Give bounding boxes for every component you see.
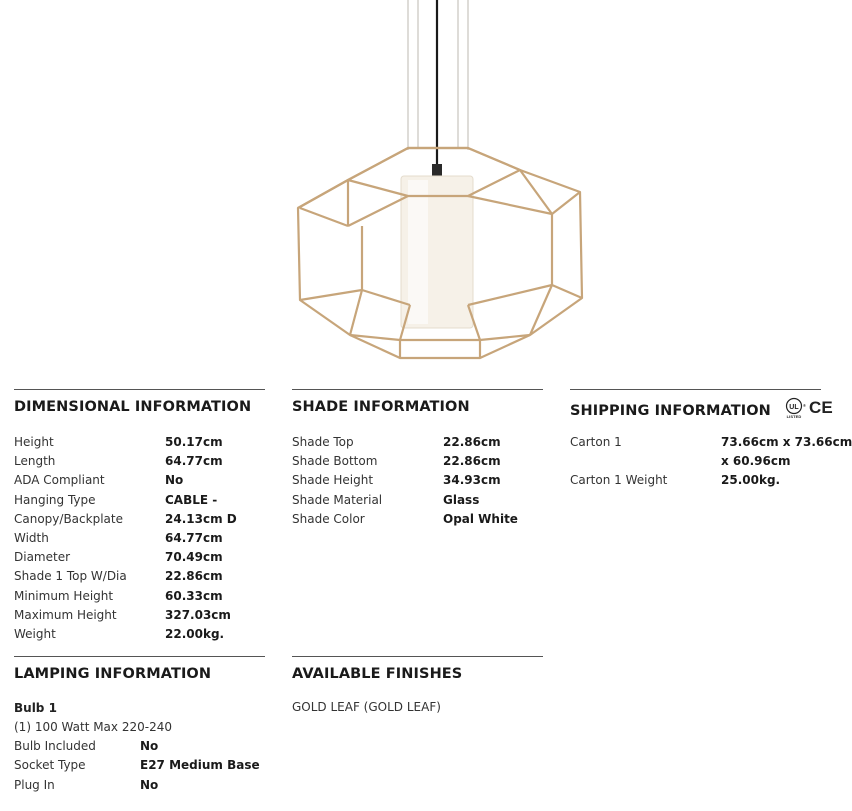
- spec-label: Height: [14, 435, 54, 449]
- spec-value: E27 Medium Base: [140, 758, 260, 773]
- ce-mark-icon: [809, 398, 833, 417]
- spec-row: [14, 776, 265, 795]
- spec-label: Shade Bottom: [292, 454, 378, 469]
- shipping-title: SHIPPING INFORMATION: [570, 403, 771, 419]
- section-divider: [292, 389, 543, 390]
- spec-label: Shade Top: [292, 435, 354, 449]
- spec-value: 24.13cm D: [165, 511, 237, 526]
- shade-spec-list: [292, 433, 543, 529]
- pendant-lamp-image: [290, 0, 590, 370]
- dimensional-spec-list: [14, 433, 265, 644]
- spec-row: [292, 491, 543, 510]
- spec-value: CABLE -: [165, 492, 218, 507]
- spec-value: Glass: [443, 492, 480, 507]
- svg-text:CE: CE: [809, 398, 833, 417]
- section-divider: [14, 389, 265, 390]
- spec-row: [570, 471, 825, 490]
- spec-row: [570, 433, 852, 452]
- spec-value: Opal White: [443, 511, 518, 526]
- lamping-title: LAMPING INFORMATION: [14, 666, 212, 682]
- spec-value: 34.93cm: [443, 473, 501, 488]
- ul-listed-ce-icons: [784, 397, 840, 419]
- certification-icons: [784, 397, 840, 425]
- spec-label: Canopy/Backplate: [14, 511, 123, 526]
- spec-row: [14, 587, 265, 606]
- spec-value: No: [140, 739, 159, 754]
- dimensional-section: [14, 389, 265, 644]
- spec-value: 73.66cm x 73.66cm: [721, 435, 852, 449]
- spec-label: Minimum Height: [14, 588, 114, 603]
- spec-label: Diameter: [14, 550, 71, 565]
- spec-row: [14, 452, 265, 471]
- spec-row: [14, 510, 265, 529]
- spec-label: Width: [14, 530, 49, 545]
- svg-text:UL: UL: [789, 404, 799, 411]
- spec-label: ADA Compliant: [14, 473, 105, 488]
- spec-label: Shade Color: [292, 511, 365, 526]
- section-divider: [14, 656, 265, 657]
- shipping-spec-list: [570, 433, 852, 491]
- spec-label: Hanging Type: [14, 492, 96, 507]
- spec-label: Socket Type: [14, 758, 86, 773]
- spec-row: [14, 567, 265, 586]
- spec-value: 327.03cm: [165, 607, 231, 622]
- lamping-section: [14, 656, 265, 795]
- bulb-description: (1) 100 Watt Max 220-240: [14, 720, 172, 734]
- spec-row: [292, 471, 543, 490]
- svg-text:LISTED: LISTED: [786, 414, 802, 419]
- finishes-title: AVAILABLE FINISHES: [292, 666, 463, 682]
- spec-row-continuation: [570, 452, 825, 471]
- spec-label: Shade Material: [292, 492, 383, 507]
- lamping-spec-list: [14, 737, 265, 795]
- spec-value: 22.86cm: [165, 569, 223, 584]
- spec-row: [14, 756, 265, 775]
- spec-row: [14, 625, 265, 644]
- svg-text:®: ®: [803, 403, 807, 408]
- spec-label: Length: [14, 454, 56, 469]
- spec-value: No: [165, 473, 184, 488]
- dimensional-title: DIMENSIONAL INFORMATION: [14, 399, 252, 415]
- spec-row: [292, 452, 543, 471]
- spec-row: [14, 491, 265, 510]
- spec-label: Carton 1 Weight: [570, 473, 668, 488]
- spec-row: [14, 737, 265, 756]
- spec-value: 70.49cm: [165, 550, 223, 565]
- finishes-section: [292, 656, 543, 717]
- spec-label: Bulb Included: [14, 739, 96, 754]
- spec-label: Plug In: [14, 777, 55, 792]
- spec-value: 25.00kg.: [721, 473, 781, 488]
- ul-listed-icon: [787, 399, 807, 420]
- spec-row: [14, 433, 265, 452]
- spec-row: [14, 471, 265, 490]
- shipping-title-row: [570, 397, 833, 419]
- bulb-title: Bulb 1: [14, 701, 57, 715]
- spec-value: 22.86cm: [443, 454, 501, 469]
- spec-value: 60.33cm: [165, 588, 223, 603]
- spec-label: Carton 1: [570, 435, 622, 449]
- spec-label: Shade Height: [292, 473, 374, 488]
- finish-item: GOLD LEAF (GOLD LEAF): [292, 700, 441, 714]
- section-divider: [292, 656, 543, 657]
- spec-value: 50.17cm: [165, 435, 223, 449]
- shipping-section: [570, 389, 852, 491]
- spec-value: x 60.96cm: [721, 454, 791, 469]
- section-divider: [570, 389, 821, 390]
- spec-value: 64.77cm: [165, 530, 223, 545]
- shade-section: [292, 389, 543, 529]
- shade-title: SHADE INFORMATION: [292, 399, 470, 415]
- spec-label: Weight: [14, 626, 56, 641]
- spec-row: [14, 606, 265, 625]
- spec-label: Shade 1 Top W/Dia: [14, 569, 127, 584]
- spec-row: [292, 510, 543, 529]
- spec-row: [14, 529, 265, 548]
- finishes-list: [292, 698, 543, 717]
- spec-value: 22.00kg.: [165, 626, 225, 641]
- spec-value: 22.86cm: [443, 435, 501, 449]
- spec-value: No: [140, 777, 159, 792]
- spec-row: [292, 433, 543, 452]
- spec-label: Maximum Height: [14, 607, 117, 622]
- product-image: [290, 0, 590, 370]
- spec-value: 64.77cm: [165, 454, 223, 469]
- spec-row: [14, 548, 265, 567]
